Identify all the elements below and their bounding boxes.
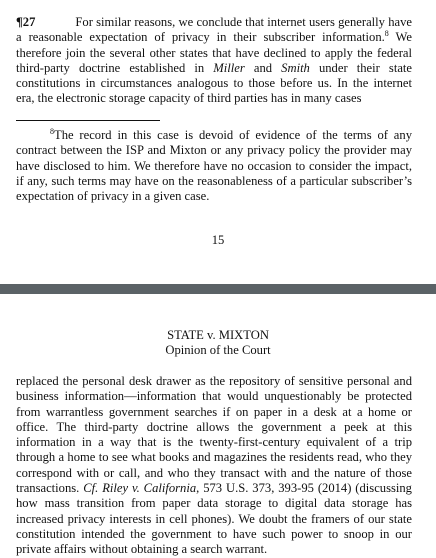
case-caption: STATE v. MIXTON <box>167 328 269 342</box>
continuation-text-end: , 573 U.S. 373, 393-95 (2014) (discussing how mass transition from paper data storage to digital data storage has increased privacy interests in cell phones). We doubt the framers of our state constitution intended the government to have such power to snoop in our private affairs without obtaining a search warrant. <box>16 481 412 557</box>
footnote-marker: 8 <box>50 127 54 136</box>
paragraph-number: ¶27 <box>16 15 36 29</box>
paragraph-text: We therefore join the several other states that have declined to apply the federal third-party doctrine established in <box>16 30 412 75</box>
continuation-text: replaced the personal desk drawer as the repository of sensitive personal and business information—information that would unquestionably be protected from warrantless government searches if on paper in a desk at a home or office. The third-party doctrine allows the government a peek at this information in a way that is the twenty-first-century equivalent of a trip through a home to see what books and magazines the residents read, who they correspond with or call, and who they transact with and the nature of those transactions. <box>16 374 412 496</box>
paragraph-continuation <box>16 374 412 558</box>
conjunction: and <box>244 60 282 75</box>
footnote-reference[interactable]: 8 <box>384 29 389 39</box>
footnote-8 <box>16 128 412 204</box>
paragraph-text-start: For similar reasons, we conclude that internet users generally have a reasonable expectation of privacy in their subscriber information. <box>16 15 412 45</box>
footnote-divider <box>16 120 160 121</box>
case-name-miller: Miller <box>213 60 245 75</box>
case-name-smith: Smith <box>281 60 310 75</box>
paragraph-27 <box>16 15 412 107</box>
opinion-label: Opinion of the Court <box>165 343 271 357</box>
citation-signal: Cf. <box>83 481 99 496</box>
opinion-page-16 <box>0 294 436 556</box>
page-separator <box>0 284 436 294</box>
page-number: 15 <box>211 233 225 247</box>
footnote-text: The record in this case is devoid of evidence of the terms of any contract between the ISP and Mixton or any privacy policy the provider may have disclosed to him. We therefore have no occasion to consider the impact, if any, such terms may have on the reasonableness of a particular subscriber’s expectation of privacy in a given case. <box>16 128 412 204</box>
case-name-riley: Riley v. California <box>102 481 197 496</box>
paragraph-text-end: under their state constitutions in circumstances analogous to those before us. In the internet era, the electronic storage capacity of third parties has in many cases <box>16 60 413 106</box>
